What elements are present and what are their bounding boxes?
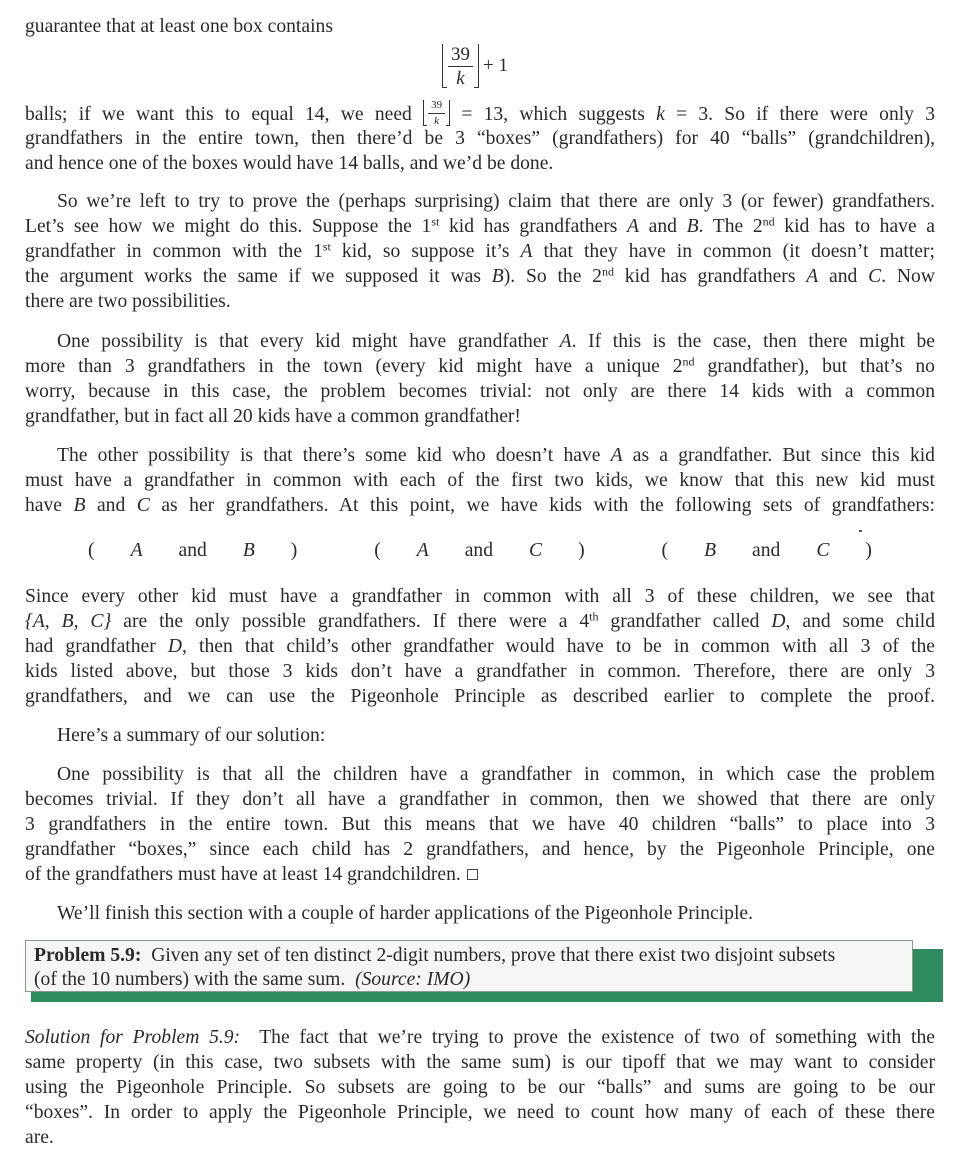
qed-square-icon <box>467 869 478 880</box>
solution-line-1: Solution for Problem 5.9: The fact that we’re trying to prove the existence of two of something with the <box>25 1027 935 1048</box>
paragraph-1-line-2: grandfathers in the entire town, then there’d be 3 “boxes” (grandfathers) for 40 “balls” (grandchildren), <box>25 128 935 149</box>
paragraph-5-line-1: Since every other kid must have a grandfather in common with all 3 of these children, we see that <box>25 586 935 607</box>
solution-line-2: same property (in this case, two subsets with the same sum) is our tipoff that we may want to consider <box>25 1052 935 1073</box>
solution-line-3: using the Pigeonhole Principle. So subsets are going to be our “balls” and sums are going to be our <box>25 1077 935 1098</box>
problem-box <box>25 940 913 992</box>
paragraph-4-line-2: must have a grandfather in common with each of the first two kids, we know that this new kid must <box>25 470 935 491</box>
text: balls; if we want this to equal 14, we need <box>25 104 412 125</box>
problem-label: Problem 5.9: <box>34 945 142 966</box>
inline-denominator: k <box>434 114 439 127</box>
fraction-numerator: 39 <box>448 44 473 67</box>
fraction <box>448 44 473 88</box>
paragraph-5-line-2: {A, B, C} are the only possible grandfathers. If there were a 4th grandfather called D, and some child <box>25 609 936 632</box>
paragraph-2-line-3: grandfather in common with the 1st kid, so suppose it’s A that they have in common (it doesn’t matter; <box>25 239 935 262</box>
problem-line-2: (of the 10 numbers) with the same sum. (Source: IMO) <box>34 969 471 990</box>
paragraph-5-line-3: had grandfather D, then that child’s other grandfather would have to be in common with all 3 of the <box>25 636 935 657</box>
paragraph-7-line-5: of the grandfathers must have at least 14 grandchildren. <box>25 862 935 887</box>
paragraph-5-line-5: grandfathers, and we can use the Pigeonhole Principle as described earlier to complete the proof. <box>25 686 935 707</box>
problem-line-1: Problem 5.9: Given any set of ten distinct 2-digit numbers, prove that there exist two disjoint subsets <box>34 945 836 966</box>
paragraph-2-line-1: So we’re left to try to prove the (perhaps surprising) claim that there are only 3 (or fewer) grandfathers. <box>57 191 935 212</box>
paragraph-4-line-3: have B and C as her grandfathers. At this point, we have kids with the following sets of grandfathers: <box>25 495 936 516</box>
stray-mark <box>859 530 862 532</box>
paragraph-7-line-3: 3 grandfathers in the entire town. But this means that we have 40 children “balls” to place into 3 <box>25 814 935 835</box>
solution-label: Solution for Problem 5.9: <box>25 1027 241 1048</box>
paragraph-3-line-4: grandfather, but in fact all 20 kids have a common grandfather! <box>25 406 521 427</box>
paragraph-7-line-4: grandfather “boxes,” since each child has 2 grandfathers, and hence, by the Pigeonhole Principle, one <box>25 839 935 860</box>
paragraph-2-line-5: there are two possibilities. <box>25 291 231 312</box>
solution-line-4: “boxes”. In order to apply the Pigeonhole Principle, we need to count how many of each of these there <box>25 1102 935 1123</box>
paragraph-3-line-2: more than 3 grandfathers in the town (every kid might have a unique 2nd grandfather), but that’s no <box>25 354 935 377</box>
fraction-denominator: k <box>456 68 465 89</box>
set-item: ( AandC ) <box>374 540 585 561</box>
paragraph-7-line-2: becomes trivial. If they don’t all have a grandfather in common, then we showed that there are only <box>25 789 935 810</box>
plus-one: + 1 <box>483 55 508 76</box>
grandfather-sets <box>0 538 960 563</box>
paragraph-3-line-3: worry, because in this case, the problem becomes trivial: not only are there 14 kids with a common <box>25 381 935 402</box>
set-item: ( AandB ) <box>88 540 298 561</box>
paragraph-6: Here’s a summary of our solution: <box>57 725 326 746</box>
text: = 3. So if there were only 3 <box>676 104 936 125</box>
floor-formula <box>442 40 508 92</box>
text: = 13, which suggests <box>461 104 645 125</box>
paragraph-1-line-3: and hence one of the boxes would have 14 balls, and we’d be done. <box>25 153 554 174</box>
paragraph-1-line-1 <box>25 98 936 127</box>
paragraph-2-line-4: the argument works the same if we supposed it was B). So the 2nd kid has grandfathers A and C. Now <box>25 264 935 287</box>
solution-line-5: are. <box>25 1127 54 1148</box>
intro-line: guarantee that at least one box contains <box>25 16 333 37</box>
paragraph-5-line-4: kids listed above, but those 3 kids don’t have a grandfather in common. Therefore, there are only 3 <box>25 661 935 682</box>
inline-floor <box>423 100 450 126</box>
var-k: k <box>656 104 665 125</box>
paragraph-8: We’ll finish this section with a couple of harder applications of the Pigeonhole Principle. <box>57 903 754 924</box>
inline-numerator: 39 <box>428 99 445 114</box>
paragraph-7-line-1: One possibility is that all the children have a grandfather in common, in which case the problem <box>57 764 935 785</box>
floor-bracket <box>442 44 479 88</box>
paragraph-3-line-1: One possibility is that every kid might have grandfather A. If this is the case, then there might be <box>57 331 935 352</box>
problem-source: (Source: IMO) <box>355 969 471 990</box>
paragraph-4-line-1: The other possibility is that there’s some kid who doesn’t have A as a grandfather. But since this kid <box>57 445 935 466</box>
paragraph-2-line-2: Let’s see how we might do this. Suppose the 1st kid has grandfathers A and B. The 2nd kid has to have a <box>25 214 935 237</box>
set-item: ( BandC ) <box>661 540 872 561</box>
